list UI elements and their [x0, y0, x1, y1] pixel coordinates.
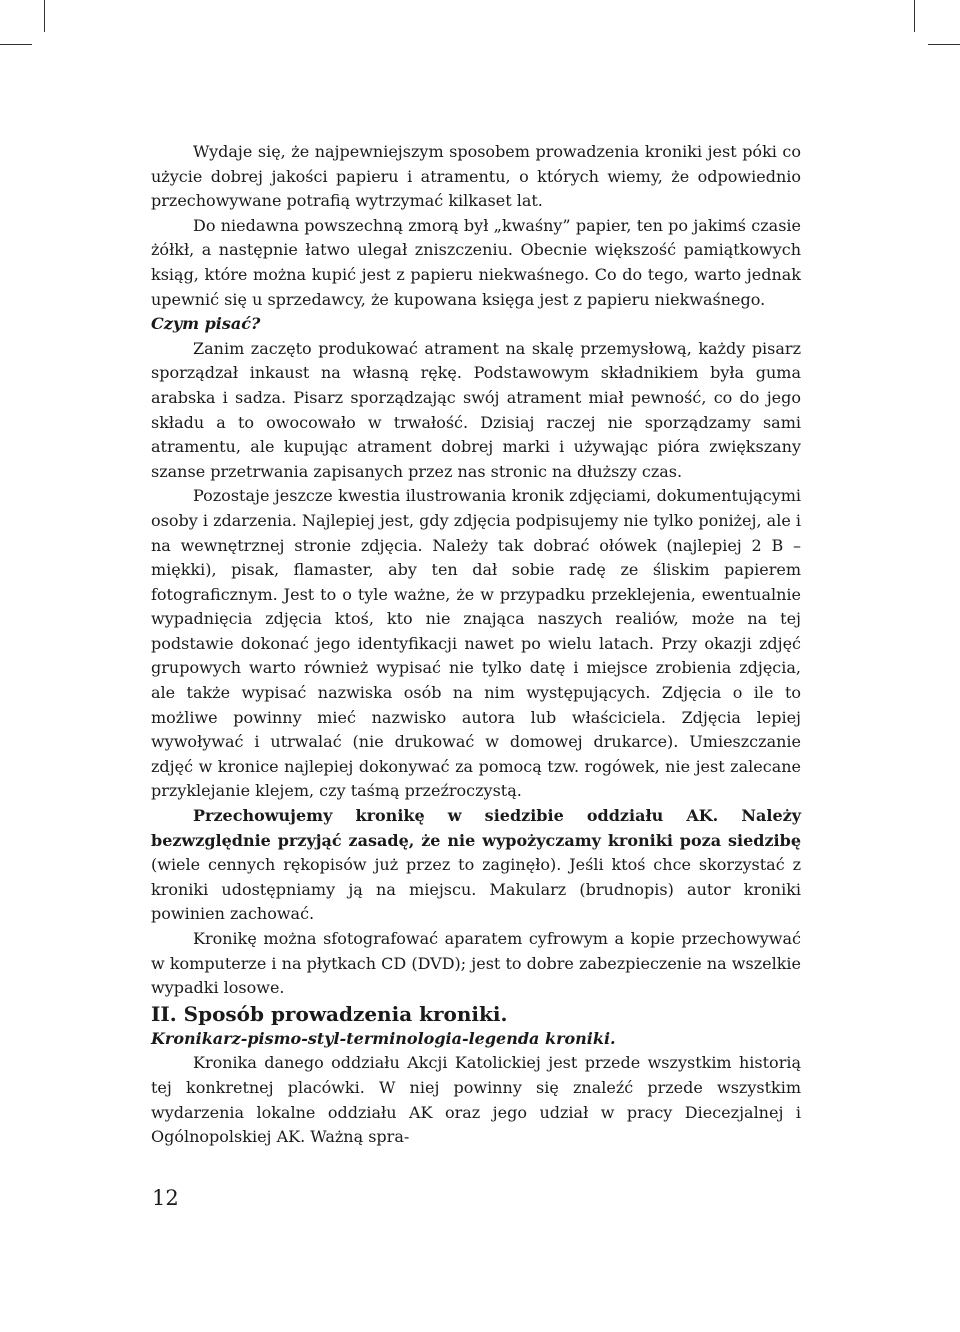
paragraph: Kronikę można sfotografować aparatem cyfrowym a kopie przechowywać w komputerze i na płytkach CD (DVD); jest to dobre zabezpieczenie na wszelkie wypadki losowe. — [151, 929, 801, 998]
section-subheading: Czym pisać? — [151, 314, 261, 334]
chapter-heading: II. Sposób prowadzenia kroniki. — [151, 1001, 508, 1026]
paragraph: Zanim zaczęto produkować atrament na skalę przemysłową, każdy pisarz sporządzał inkaust na własną rękę. Podstawowym składnikiem była guma arabska i sadza. Pisarz sporządzając swój atrament miał pewność, co do jego składu a to owocowało w trwałość. Dzisiaj raczej nie sporządzamy sami atramentu, ale kupując atrament dobrej marki i używając pióra zwiększany szanse przetrwania zapisanych przez nas stronic na dłuższy czas. — [151, 338, 801, 481]
crop-mark — [0, 44, 32, 45]
paragraph: Wydaje się, że najpewniejszym sposobem prowadzenia kroniki jest póki co użycie dobrej jakości papieru i atramentu, o których wiemy, że odpowiednio przechowywane potrafią wytrzymać kilkaset lat. — [151, 142, 801, 211]
bold-rule: Przechowujemy kronikę w siedzibie oddziału AK. Należy bezwzględnie przyjąć zasadę, że nie wypożyczamy kroniki poza siedzibę — [151, 806, 801, 850]
crop-mark — [928, 44, 960, 45]
crop-mark — [914, 0, 915, 32]
paragraph: Kronika danego oddziału Akcji Katolickiej jest przede wszystkim historią tej konkretnej placówki. W niej powinny się znaleźć przede wszystkim wydarzenia lokalne oddziału AK oraz jego udział w pracy Diecezjalnej i Ogólnopolskiej AK. Ważną spra- — [151, 1053, 801, 1147]
paragraph — [151, 804, 801, 927]
crop-mark — [44, 0, 45, 32]
page-number: 12 — [152, 1186, 179, 1210]
paragraph-rest: (wiele cennych rękopisów już przez to zaginęło). Jeśli ktoś chce skorzystać z kroniki udostępniamy ją na miejscu. Makularz (brudnopis) autor kroniki powinien zachować. — [151, 855, 801, 924]
paragraph: Do niedawna powszechną zmorą był „kwaśny” papier, ten po jakimś czasie żółkł, a następnie łatwo ulegał zniszczeniu. Obecnie większość pamiątkowych ksiąg, które można kupić jest z papieru niekwaśnego. Co do tego, warto jednak upewnić się u sprzedawcy, że kupowana księga jest z papieru niekwaśnego. — [151, 215, 801, 309]
section-heading: Kronikarz-pismo-styl-terminologia-legenda kroniki. — [151, 1028, 616, 1048]
page-body — [151, 140, 801, 1150]
paragraph: Pozostaje jeszcze kwestia ilustrowania kronik zdjęciami, dokumentującymi osoby i zdarzenia. Najlepiej jest, gdy zdjęcia podpisujemy nie tylko poniżej, ale i na wewnętrznej stronie zdjęcia. Należy tak dobrać ołówek (najlepiej 2 B – miękki), pisak, flamaster, aby ten dał sobie radę ze śliskim papierem fotograficznym. Jest to o tyle ważne, że w przypadku przeklejenia, ewentualnie wypadnięcia zdjęcia ktoś, kto nie znająca naszych realiów, może na tej podstawie dokonać jego identyfikacji nawet po wielu latach. Przy okazji zdjęć grupowych warto również wypisać nie tylko datę i miejsce zrobienia zdjęcia, ale także wypisać nazwiska osób na nim występujących. Zdjęcia o ile to możliwe powinny mieć nazwisko autora lub właściciela. Zdjęcia lepiej wywoływać i utrwalać (nie drukować w domowej drukarce). Umieszczanie zdjęć w kronice najlepiej dokonywać za pomocą tzw. rogówek, nie jest zalecane przyklejanie klejem, czy taśmą przeźroczystą. — [151, 486, 801, 801]
